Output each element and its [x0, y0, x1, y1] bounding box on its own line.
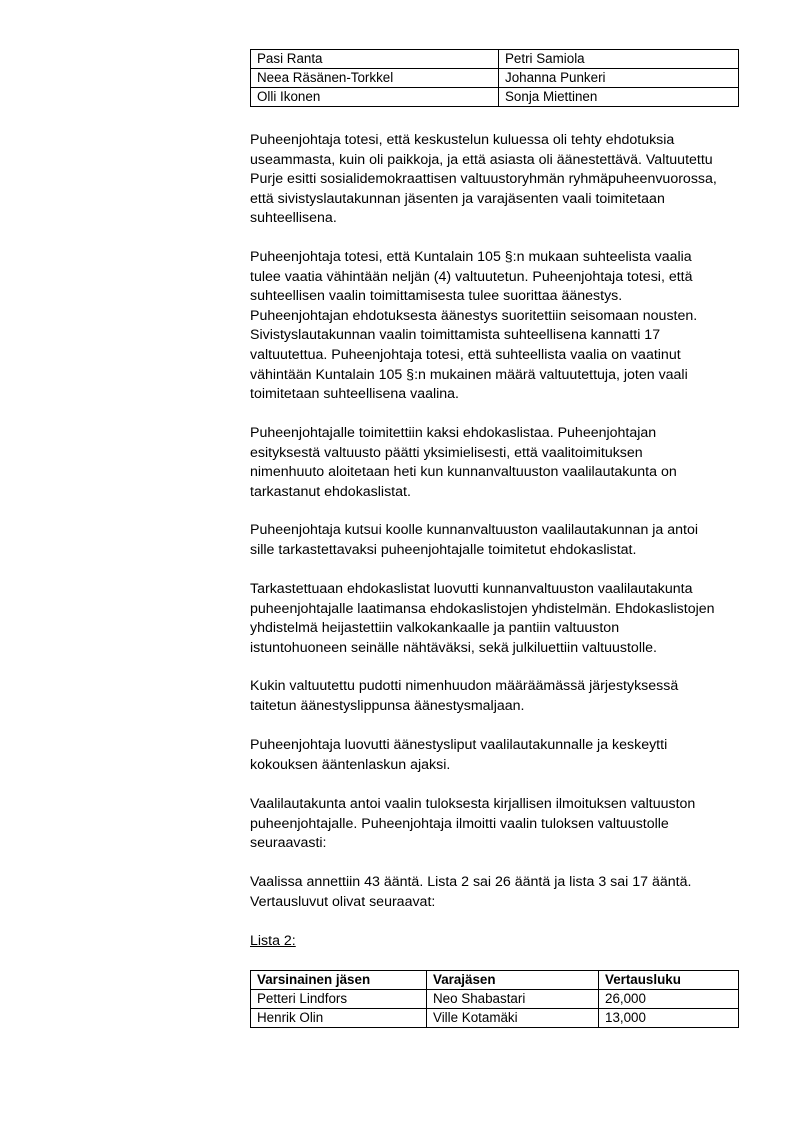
text-line: suhteellisena.	[250, 210, 337, 227]
text-line: sille tarkastettavaksi puheenjohtajalle toimitetut ehdokaslistat.	[250, 541, 637, 558]
list-heading: Lista 2:	[250, 933, 296, 949]
text-line: Puheenjohtajalle toimitettiin kaksi ehdokaslistaa. Puheenjohtajan	[250, 425, 657, 441]
paragraph	[250, 736, 750, 775]
text-line: Puheenjohtaja totesi, että Kuntalain 105 §:n mukaan suhteelista vaalia	[250, 249, 692, 265]
paragraph	[250, 795, 750, 854]
text-line: esityksestä valtuusto päätti yksimielisesti, että vaalitoimituksen	[250, 444, 643, 461]
text-line: että sivistyslautakunnan jäsenten ja varajäsenten vaali toimitetaan	[250, 190, 665, 207]
text-line: Purje esitti sosialidemokraattisen valtuustoryhmän ryhmäpuheenvuorossa,	[250, 171, 717, 188]
table-cell: Petteri Lindfors	[251, 990, 427, 1009]
text-line: seuraavasti:	[250, 835, 327, 852]
column-header: Varsinainen jäsen	[251, 971, 427, 990]
table-cell: Pasi Ranta	[251, 50, 499, 69]
table-row	[251, 990, 739, 1009]
paragraph	[250, 580, 750, 658]
text-line: Sivistyslautakunnan vaalin toimittamista suhteellisena kannatti 17	[250, 327, 661, 344]
text-line: taitetun äänestyslippunsa äänestysmaljaan.	[250, 697, 525, 714]
text-line: tarkastanut ehdokaslistat.	[250, 483, 411, 500]
text-line: Vaalilautakunta antoi vaalin tuloksesta kirjallisen ilmoituksen valtuuston	[250, 796, 696, 812]
text-line: vähintään Kuntalain 105 §:n mukainen määrä valtuutettuja, joten vaali	[250, 366, 688, 383]
text-line: Puheenjohtaja totesi, että keskustelun kuluessa oli tehty ehdotuksia	[250, 132, 675, 148]
table-cell: Henrik Olin	[251, 1009, 427, 1028]
paragraph	[250, 873, 750, 912]
table-row	[251, 69, 739, 88]
column-header: Varajäsen	[427, 971, 599, 990]
text-line: Vaalissa annettiin 43 ääntä. Lista 2 sai 26 ääntä ja lista 3 sai 17 ääntä.	[250, 874, 692, 890]
column-header: Vertausluku	[599, 971, 739, 990]
text-line: valtuutettua. Puheenjohtaja totesi, että suhteellista vaalia on vaatinut	[250, 346, 681, 363]
paragraph	[250, 424, 750, 502]
paragraph	[250, 521, 750, 560]
table-cell: Sonja Miettinen	[499, 88, 739, 107]
text-line: puheenjohtajalle laatimansa ehdokaslistojen yhdistelmän. Ehdokaslistojen	[250, 600, 715, 617]
text-line: Puheenjohtajan ehdotuksesta äänestys suoritettiin seisomaan nousten.	[250, 307, 698, 324]
table-cell: Olli Ikonen	[251, 88, 499, 107]
table-cell: Petri Samiola	[499, 50, 739, 69]
text-line: Puheenjohtaja luovutti äänestysliput vaalilautakunnalle ja keskeytti	[250, 737, 668, 753]
text-line: Tarkastettuaan ehdokaslistat luovutti kunnanvaltuuston vaalilautakunta	[250, 581, 693, 597]
paragraph	[250, 677, 750, 716]
table-cell: Neo Shabastari	[427, 990, 599, 1009]
text-line: Puheenjohtaja kutsui koolle kunnanvaltuuston vaalilautakunnan ja antoi	[250, 522, 699, 538]
paragraph	[250, 248, 750, 405]
paragraph	[250, 131, 750, 229]
table-row	[251, 1009, 739, 1028]
text-line: toimitetaan suhteellisena vaalina.	[250, 386, 460, 403]
table-row	[251, 50, 739, 69]
candidate-table	[250, 970, 739, 1028]
table-cell: 26,000	[599, 990, 739, 1009]
text-line: nimenhuuto aloitetaan heti kun kunnanvaltuuston vaalilautakunta on	[250, 464, 677, 481]
table-row	[251, 88, 739, 107]
text-line: tulee vaatia vähintään neljän (4) valtuutetun. Puheenjohtaja totesi, että	[250, 268, 693, 285]
text-line: yhdistelmä heijastettiin valkokankaalle ja pantiin valtuuston	[250, 620, 620, 637]
text-line: suhteellisen vaalin toimittamisesta tulee suorittaa äänestys.	[250, 288, 623, 305]
table-header-row	[251, 971, 739, 990]
table-cell: Ville Kotamäki	[427, 1009, 599, 1028]
text-line: puheenjohtajalle. Puheenjohtaja ilmoitti vaalin tuloksen valtuustolle	[250, 815, 669, 832]
text-line: istuntohuoneen seinälle nähtäväksi, sekä julkiluettiin valtuustolle.	[250, 639, 657, 656]
text-line: kokouksen ääntenlaskun ajaksi.	[250, 756, 451, 773]
text-line: useammasta, kuin oli paikkoja, ja että asiasta oli äänestettävä. Valtuutettu	[250, 151, 713, 168]
member-table	[250, 49, 739, 107]
table-cell: 13,000	[599, 1009, 739, 1028]
text-line: Vertausluvut olivat seuraavat:	[250, 893, 436, 910]
text-line: Kukin valtuutettu pudotti nimenhuudon määräämässä järjestyksessä	[250, 678, 679, 694]
table-cell: Neea Räsänen-Torkkel	[251, 69, 499, 88]
table-cell: Johanna Punkeri	[499, 69, 739, 88]
